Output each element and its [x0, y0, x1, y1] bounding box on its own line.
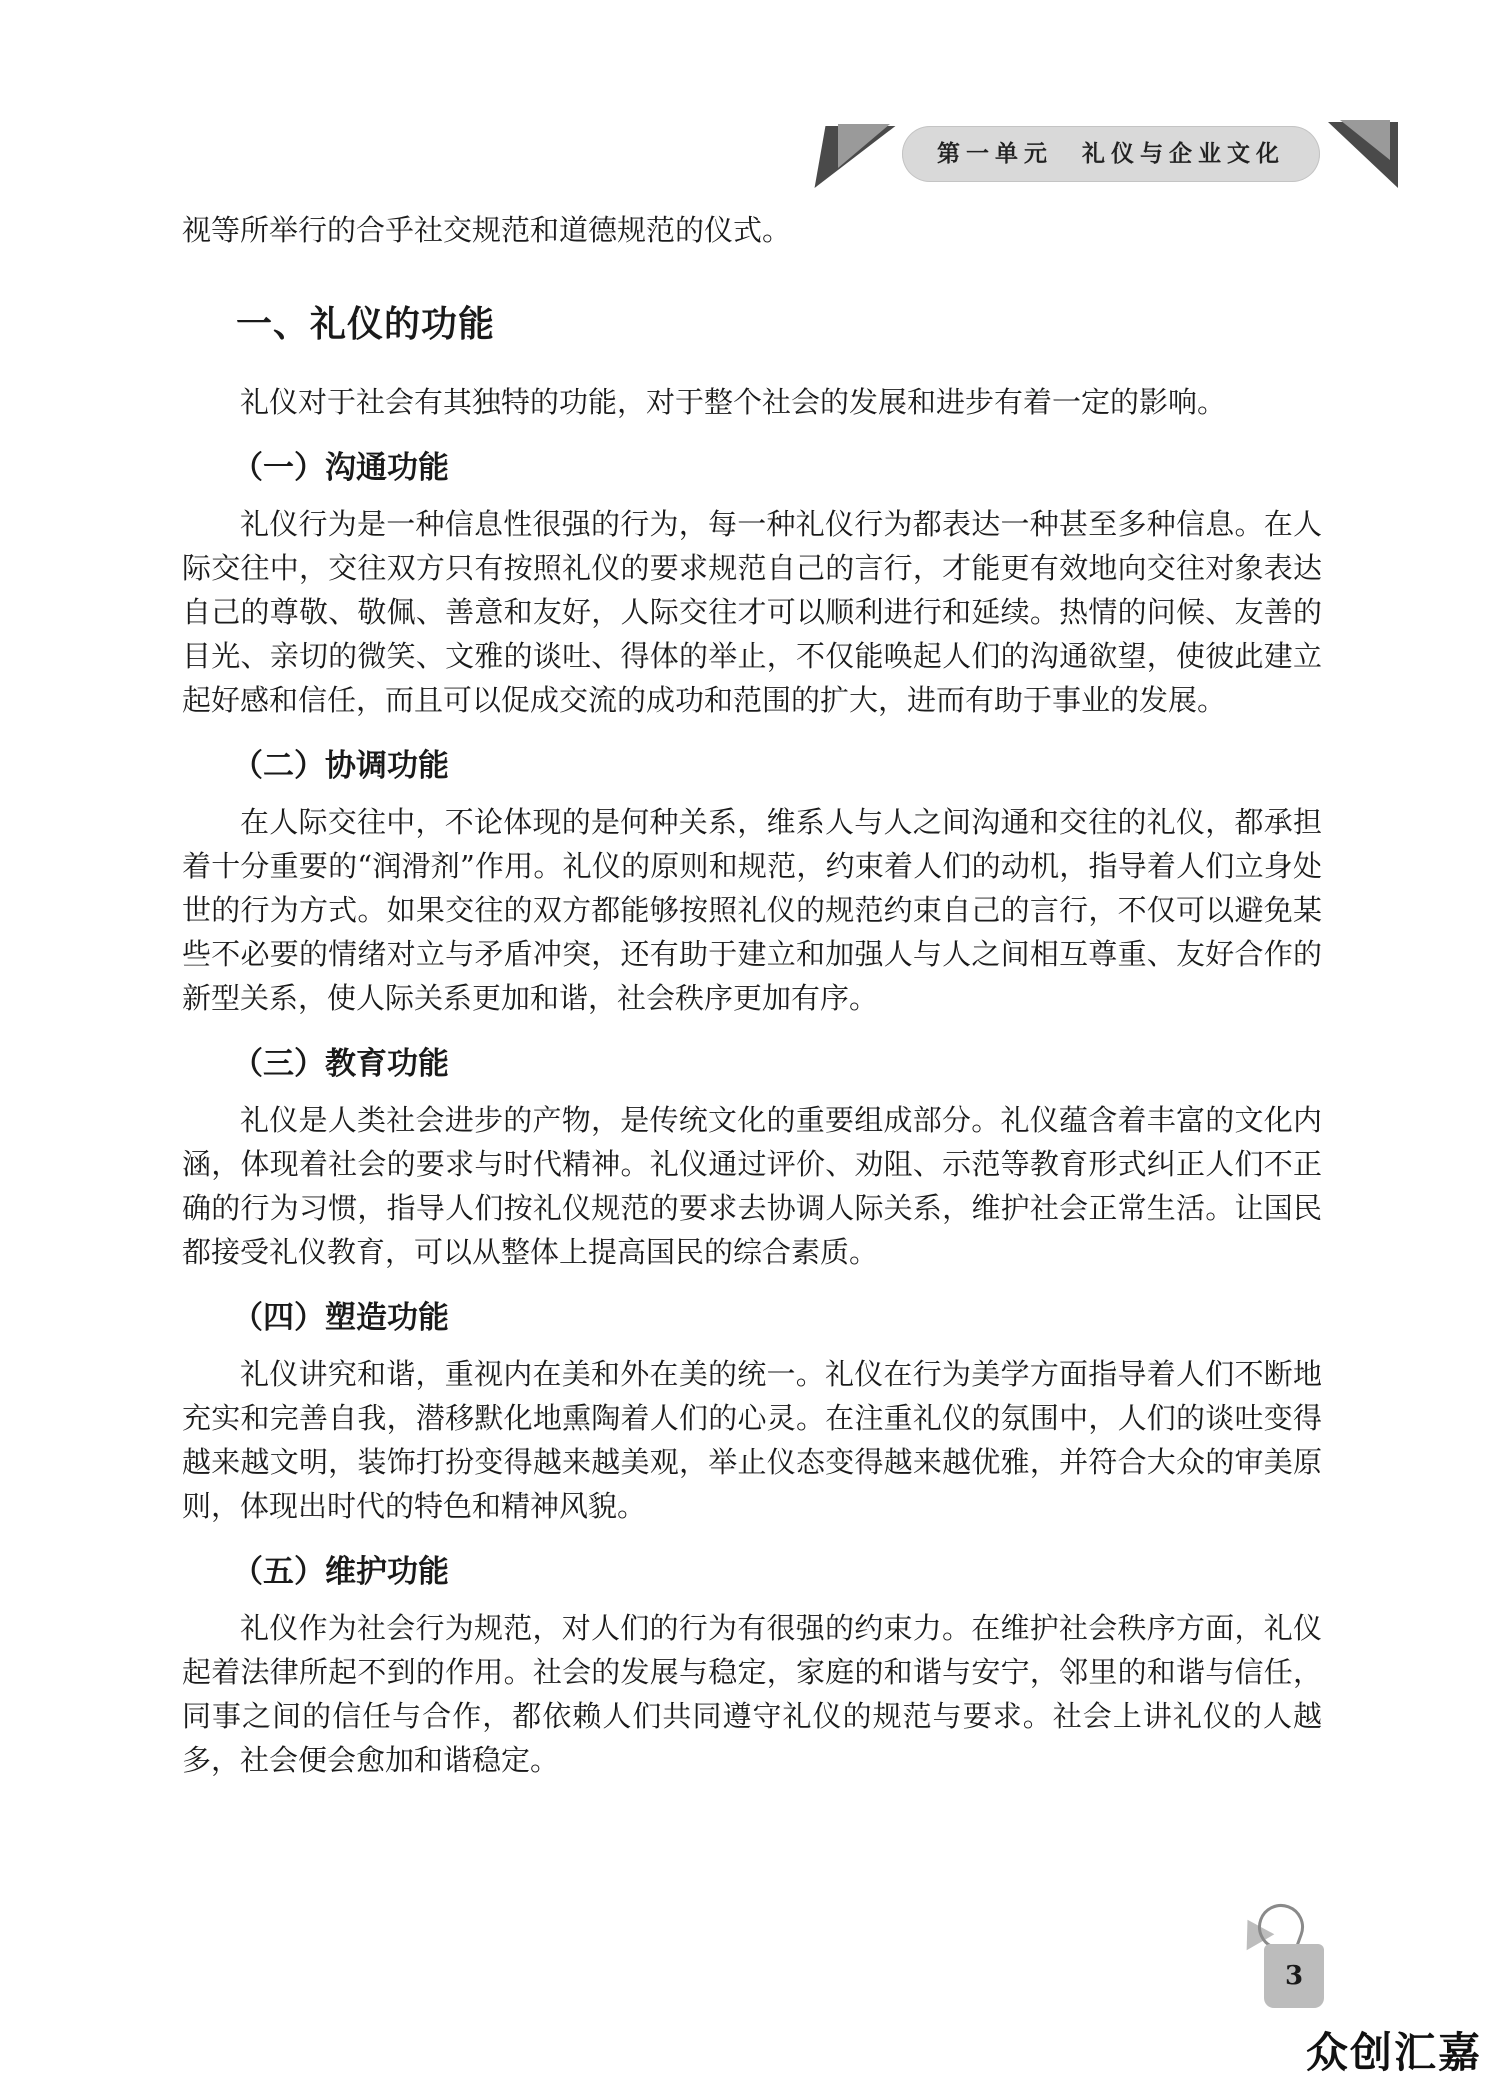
subsection-text-communication: 礼仪行为是一种信息性很强的行为，每一种礼仪行为都表达一种甚至多种信息。在人际交往中，交往双方只有按照礼仪的要求规范自己的言行，才能更有效地向交往对象表达自己的尊敬、敬佩、善意和友好，人际交往才可以顺利进行和延续。热情的问候、友善的目光、亲切的微笑、文雅的谈吐、得体的举止，不仅能唤起人们的沟通欲望，使彼此建立起好感和信任，而且可以促成交流的成功和范围的扩大，进而有助于事业的发展。 [182, 507, 1322, 717]
chapter-title-pill [902, 126, 1320, 182]
subsection-text-shaping: 礼仪讲究和谐，重视内在美和外在美的统一。礼仪在行为美学方面指导着人们不断地充实和完善自我，潜移默化地熏陶着人们的心灵。在注重礼仪的氛围中，人们的谈吐变得越来越文明，装饰打扮变得越来越美观，举止仪态变得越来越优雅，并符合大众的审美原则，体现出时代的特色和精神风貌。 [182, 1357, 1322, 1523]
page-number: 3 [1284, 1961, 1304, 1991]
left-triangle-accent [838, 124, 890, 168]
page-number-tag [1238, 1900, 1328, 2010]
chapter-title: 第一单元 礼仪与企业文化 [937, 141, 1285, 167]
subsection-text-coordination: 在人际交往中，不论体现的是何种关系，维系人与人之间沟通和交往的礼仪，都承担着十分重要的“润滑剂”作用。礼仪的原则和规范，约束着人们的动机，指导着人们立身处世的行为方式。如果交往的双方都能够按照礼仪的规范约束自己的言行，不仅可以避免某些不必要的情绪对立与矛盾冲突，还有助于建立和加强人与人之间相互尊重、友好合作的新型关系，使人际关系更加和谐，社会秩序更加有序。 [182, 805, 1322, 1015]
page-tag [1264, 1944, 1324, 2008]
right-triangle-accent [1340, 120, 1390, 160]
subsection-text-education: 礼仪是人类社会进步的产物，是传统文化的重要组成部分。礼仪蕴含着丰富的文化内涵，体现着社会的要求与时代精神。礼仪通过评价、劝阻、示范等教育形式纠正人们不正确的行为习惯，指导人们按礼仪规范的要求去协调人际关系，维护社会正常生活。让国民都接受礼仪教育，可以从整体上提高国民的综合素质。 [182, 1103, 1322, 1269]
subsection-text-maintenance: 礼仪作为社会行为规范，对人们的行为有很强的约束力。在维护社会秩序方面，礼仪起着法律所起不到的作用。社会的发展与稳定，家庭的和谐与安宁，邻里的和谐与信任，同事之间的信任与合作，都依赖人们共同遵守礼仪的规范与要求。社会上讲礼仪的人越多，社会便会愈加和谐稳定。 [182, 1611, 1322, 1777]
subsection-title-maintenance: （五）维护功能 [232, 1554, 449, 1590]
page-content [182, 208, 1322, 1782]
subsection-title-education: （三）教育功能 [232, 1046, 449, 1082]
subsection-title-communication: （一）沟通功能 [232, 450, 449, 486]
subsection-title-coordination: （二）协调功能 [232, 748, 449, 784]
watermark: 众创汇嘉 [1305, 2028, 1482, 2077]
continuation-paragraph: 视等所举行的合乎社交规范和道德规范的仪式。 [182, 213, 792, 247]
subsection-title-shaping: （四）塑造功能 [232, 1300, 449, 1336]
chapter-header [820, 118, 1400, 198]
section-title: 一、礼仪的功能 [236, 304, 496, 345]
intro-paragraph: 礼仪对于社会有其独特的功能，对于整个社会的发展和进步有着一定的影响。 [240, 385, 1227, 419]
